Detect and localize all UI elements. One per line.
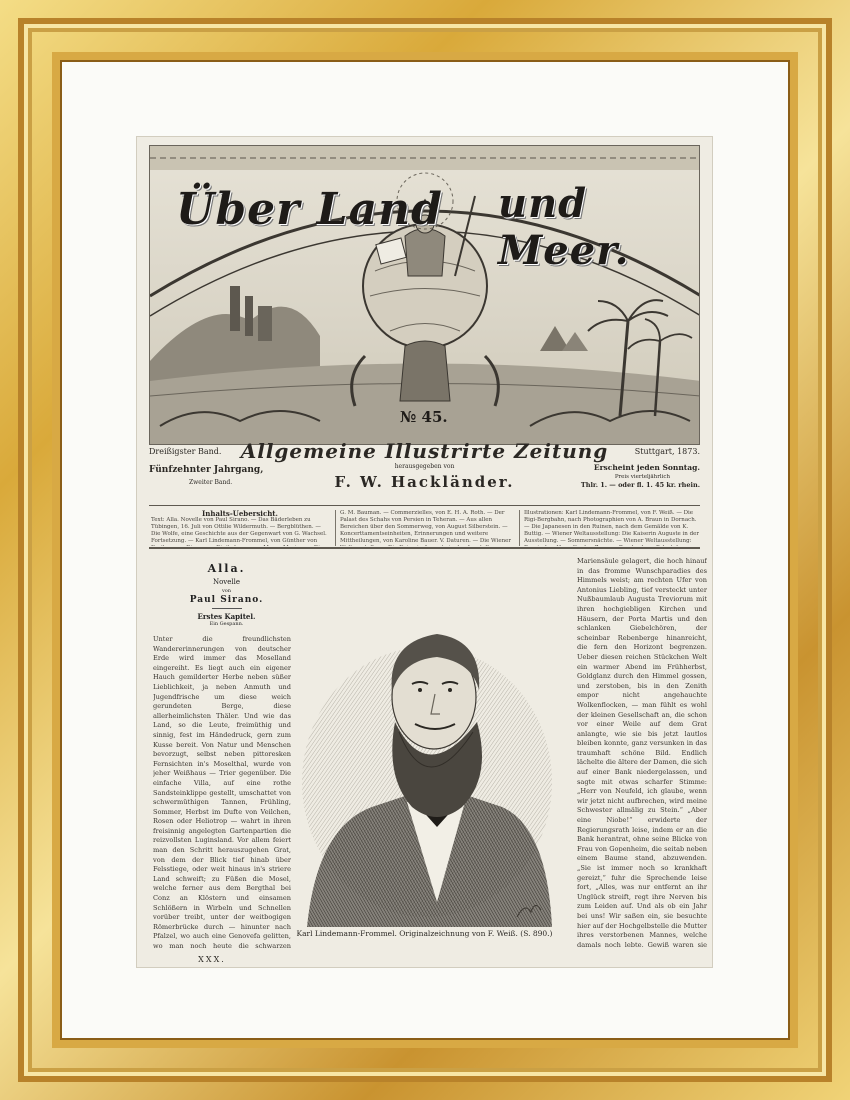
masthead-title-part2: und Meer. xyxy=(498,180,630,274)
story-heading xyxy=(159,562,294,627)
chapter-title: Erstes Kapitel. xyxy=(197,612,256,621)
newspaper-subtitle: Allgemeine Illustrirte Zeitung xyxy=(240,439,609,463)
story-column-left: Unter die freundlichsten Wandererinnerungen von deutscher Erde wird immer das Moselland eingereiht. Es liegt auch ein eigener Hauch gemilderter Herbe neben süßer Lieblichkeit, ja neben Anmuth und Jugendfrische um diese weich gerundeten Berge, diese allerheimlichsten Thäler. Und wie das Land, so die Leute, freimüthig und sinnig, fest im Händedruck, gern zum Kusse bereit. Von Natur und Menschen bevorzugt, selbst neben pittoresken Fernsichten in's Moselthal, wurde von jeher Weißhaus — Trier gegenüber. Die einfache Villa, auf eine rothe Sandsteinklippe gestellt, umschattet von schwermüthigen Tannen, Frühling, Sommer, Herbst im Dufte von Veilchen, Rosen oder Heliotrop — wahrt in ihren freisinnig angelegten Gartenpartien die reizvollsten Luginsland. Vor allem feiert man den Schritt herauszugehen Grat, von dem der Blick tief hinab über Felsstiege, oder weit hinaus in's striere Land schweift; zu Füßen die Mosel, welche ferner aus dem Bergthal bei Conz an Klöstern und einsamen Schlößern in Wirbeln und Schnellen vorüber treibt, unter der weitbogigen Römerbrücke durch — hinunter nach Pfalzel, wo auch eine Genovefa gelitten, wo man noch heute die schwarzen xyxy=(153,635,291,949)
portrait-illustration xyxy=(287,602,557,927)
second-volume: Zweiter Band. xyxy=(189,479,233,486)
toc-heading: Inhalts-Uebersicht. xyxy=(202,510,278,518)
page-folio: XXX. xyxy=(198,955,226,964)
toc-column-3: Illustrationen: Karl Lindemann-Frommel, von F. Weiß. — Die Rigi-Bergbahn, nach Photographien von A. Braun in Dornach. — Die Japanesen in den Ruinen, nach dem Gemälde von K. Buttig. — Wiener Weltausstellung: Die Kaiserin Auguste in der Ausstellung. — Sommersnächte. — Wiener Weltausstellung: xyxy=(519,510,702,546)
story-genre: Novelle xyxy=(212,578,241,586)
story-column-right: Mariensäule gelagert, die hoch hinauf in das fromme Wunschparadies des Himmels weist; am rechten Ufer von Antonius Liebling, tief versteckt unter Nußbaumlaub Augusta Treviorum mit ihren hochgiebligen Kirchen und Häusern, der Porta Martis und den schlanken Giebelchören, der scheinbar Rebenberge hinanreicht, die fern den Horizont begrenzen. Ueber diesen reichen Stückchen Welt ein warmer Abend im Frühherbst, Goldglanz durch den Himmel gossen, und zerstoben, bis in den Zenith empor nicht angehauchte Wolkenflocken, — man fühlt es wohl der kleinen Gesellschaft an, die schon vor einer Weile auf dem Grat anlangte, wie sie bis jetzt lautlos bleiben konnte, ganz versunken in das traumhaft schöne Bild. Endlich lächelte die ältere der Damen, die sich auf einer Bank niedergelassen, und sagte mit etwas scharfer Stimme: „Herr von Neufeld, ich glaube, wenn wir jetzt nicht aufbrechen, wird meine Schwester allmälig zu Stein.“ „Aber eine Niobe!“ erwiderte der Regierungsrath leise, indem er an die Bank herantrat, ohne seine Blicke von Frau von Gopenheim, die seitab neben einem Baume stand, abzuwenden. „Sie ist immer noch so krankhaft gereizt,“ fuhr die Sprechende leise fort, „Alles, was nur entfernt an ihr Unglück streift, regt ihre Nerven bis zum Leiden auf. Und als ob ein Jahr bei uns! Wir saßen ein, sie besuchte hier auf der Hochgelbstelle die Mutter ihres verstorbenen Mannes, welche damals noch lebte. Gewiß waren sie xyxy=(577,557,707,949)
portrait-engraving xyxy=(287,602,557,927)
toc-column-1 xyxy=(151,510,329,546)
volume-label: Dreißigster Band. xyxy=(149,447,222,456)
place-date: Stuttgart, 1873. xyxy=(634,447,700,456)
toc-column-2: G. M. Bauman. — Commerzielles, von E. H. A. Roth. — Der Palast des Schahs von Persien in Teheran. — Aus allen Bereichen über den Sommerweg, von August Silberstein. — Koncerttamentseinheiten, Erinnerungen und weitere Mittheilungen, von Karoline Bauer. V. Daturen. — Die Wiener xyxy=(335,510,518,546)
chapter-subtitle: Ein Gespann. xyxy=(209,621,244,627)
story-divider xyxy=(212,608,242,609)
masthead-editor-row xyxy=(149,463,700,503)
price-note: Preis vierteljährlich xyxy=(614,474,670,480)
publication-frequency: Erscheint jeden Sonntag. xyxy=(593,463,700,472)
masthead-subtitle-row xyxy=(149,441,700,461)
issue-number: № 45. xyxy=(400,408,448,426)
story-author: Paul Sirano. xyxy=(189,595,264,605)
editor-name: F. W. Hackländer. xyxy=(334,473,515,491)
year-of-publication: Fünfzehnter Jahrgang, xyxy=(149,465,264,475)
masthead-engraving xyxy=(149,145,700,445)
editor-intro: herausgegeben von xyxy=(394,463,455,470)
masthead-title-part1: Über Land xyxy=(176,184,443,235)
toc-text-1: Text: Alla. Novelle von Paul Sirano. — Das Bäderleben zu Tübingen, 16. Juli von Ottilie Wildermuth. — Bergblüthen. — Die Wolfe, eine Geschichte aus der Gegenwart von G. Wachsel. Fortsetzung. — Karl Lindemann-Frommel, von Günther von xyxy=(151,517,327,544)
newspaper-page xyxy=(137,137,712,967)
table-of-contents xyxy=(149,505,700,549)
portrait-caption: Karl Lindemann-Frommel. Originalzeichnung von F. Weiß. (S. 890.) xyxy=(296,929,553,938)
story-by: von xyxy=(221,588,232,594)
price: Thlr. 1. — oder fl. 1. 45 kr. rhein. xyxy=(580,481,700,489)
story-title: Alla. xyxy=(207,562,246,575)
